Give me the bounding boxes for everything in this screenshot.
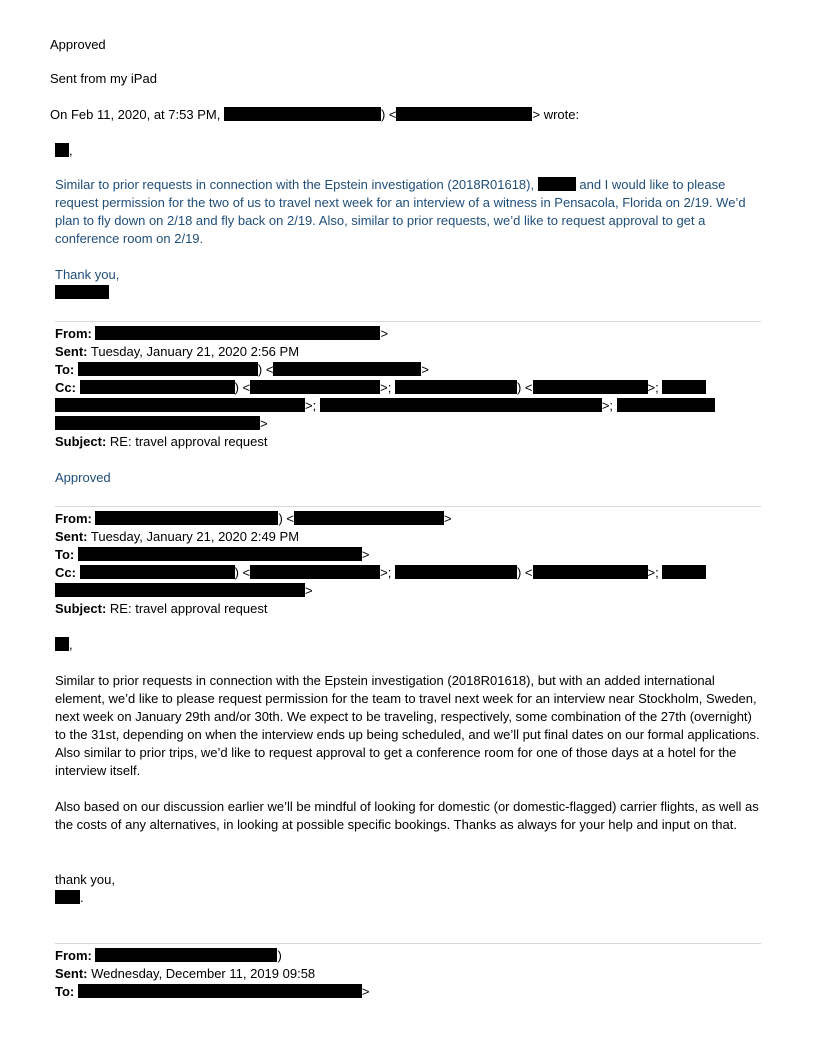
redaction	[662, 565, 706, 579]
email2-sent	[55, 343, 299, 361]
subject-value: RE: travel approval request	[109, 601, 268, 616]
redaction	[78, 547, 362, 561]
from-label: From:	[55, 326, 92, 341]
redaction	[538, 177, 576, 191]
sent-label: Sent:	[55, 344, 88, 359]
email3-closing: thank you,	[55, 872, 115, 887]
email3-body-para1: Similar to prior requests in connection with the Epstein investigation (2018R01618), but with an added international element, we’d like to please request permission for the team to travel next week for an interview near Stockholm, Sweden, next week on January 29th and/or 30th. We expect to be traveling, respectively, some combination of the 27th (overnight) to the 31st, depending on when the interview ends up being scheduled, and we’ll put final dates on our formal applications. Also similar to prior trips, we’d like to request approval to get a conference room for one of those days at a hotel for the interview itself.	[55, 673, 760, 778]
from-label: From:	[55, 511, 92, 526]
email2-cc-cont: >	[55, 415, 268, 433]
attribution-line: On Feb 11, 2020, at 7:53 PM, ) < > wrote:	[50, 107, 580, 122]
email2-cc-cont: >; >;	[55, 397, 715, 415]
to-label: To:	[55, 984, 75, 999]
redaction	[55, 416, 260, 430]
sent-label: Sent:	[55, 966, 88, 981]
redaction	[78, 362, 258, 376]
redaction	[320, 398, 602, 412]
redaction	[78, 984, 362, 998]
redaction	[250, 565, 380, 579]
email3-body-para2: Also based on our discussion earlier we’ll be mindful of looking for domestic (or domestic-flagged) carrier flights, as well as the costs of any alternatives, in looking at possible specific bookings. Thanks as always for your help and input on that.	[55, 799, 759, 832]
sent-label: Sent:	[55, 529, 88, 544]
email3-cc: Cc: ) < >; ) < >;	[55, 564, 706, 582]
redaction	[533, 380, 648, 394]
salutation: ,	[55, 636, 73, 654]
email2-from: From: >	[55, 326, 389, 341]
redaction	[55, 285, 109, 299]
redaction	[55, 398, 305, 412]
redaction	[273, 362, 421, 376]
redaction	[617, 398, 715, 412]
separator	[55, 506, 761, 507]
attribution-suffix: wrote:	[543, 107, 580, 122]
redaction	[55, 583, 305, 597]
email1-body-part-a: Similar to prior requests in connection with the Epstein investigation (2018R01618),	[55, 177, 535, 192]
redaction	[95, 326, 380, 340]
redaction	[80, 565, 235, 579]
redaction	[80, 380, 235, 394]
subject-label: Subject:	[55, 601, 107, 616]
email2-to: To: ) < >	[55, 362, 430, 377]
redaction	[95, 948, 277, 962]
email3-from: From: ) < >	[55, 511, 452, 526]
email3-to: To: >	[55, 547, 370, 562]
email4-from: From: )	[55, 948, 282, 963]
redaction	[95, 511, 278, 525]
redaction	[55, 143, 69, 157]
sent-value: Tuesday, January 21, 2020 2:56 PM	[90, 344, 300, 359]
cc-label: Cc:	[55, 380, 76, 395]
separator	[55, 321, 761, 322]
cc-label: Cc:	[55, 565, 76, 580]
email1-body-part-b: and I would like to please request permission for the two of us to travel next week for an interview of a witness in Pensacola, Florida on 2/19. We’d plan to fly down on 2/18 and fly back on 2/19. Also, similar to prior requests, we’d like to request approval to get a conference room on 2/19.	[55, 177, 746, 246]
redaction	[395, 380, 517, 394]
email3-sent	[55, 528, 299, 546]
redaction	[55, 637, 69, 651]
email4-sent	[55, 965, 315, 983]
email3-cc-cont: >	[55, 582, 313, 600]
salutation: ,	[55, 142, 73, 160]
redaction	[224, 107, 381, 121]
attribution-prefix: On Feb 11, 2020, at 7:53 PM,	[50, 107, 221, 122]
redaction	[395, 565, 517, 579]
reply-signature: Sent from my iPad	[50, 71, 157, 86]
redaction	[533, 565, 648, 579]
email2-subject	[55, 433, 267, 451]
redaction	[250, 380, 380, 394]
sent-value: Wednesday, December 11, 2019 09:58	[91, 966, 316, 981]
email3-signoff: .	[55, 889, 84, 907]
email2-body: Approved	[55, 470, 111, 485]
redaction	[294, 511, 444, 525]
separator	[55, 943, 761, 944]
redaction	[55, 890, 80, 904]
email1-body	[55, 176, 763, 248]
email2-cc: Cc: ) < >; ) < >;	[55, 379, 706, 397]
email1-closing: Thank you,	[55, 267, 120, 282]
subject-value: RE: travel approval request	[109, 434, 268, 449]
reply-text: Approved	[50, 37, 106, 52]
to-label: To:	[55, 547, 75, 562]
sent-value: Tuesday, January 21, 2020 2:49 PM	[90, 529, 300, 544]
email4-to: To: >	[55, 984, 370, 999]
from-label: From:	[55, 948, 92, 963]
email3-subject	[55, 600, 267, 618]
subject-label: Subject:	[55, 434, 107, 449]
redaction	[662, 380, 706, 394]
redaction	[396, 107, 532, 121]
to-label: To:	[55, 362, 75, 377]
